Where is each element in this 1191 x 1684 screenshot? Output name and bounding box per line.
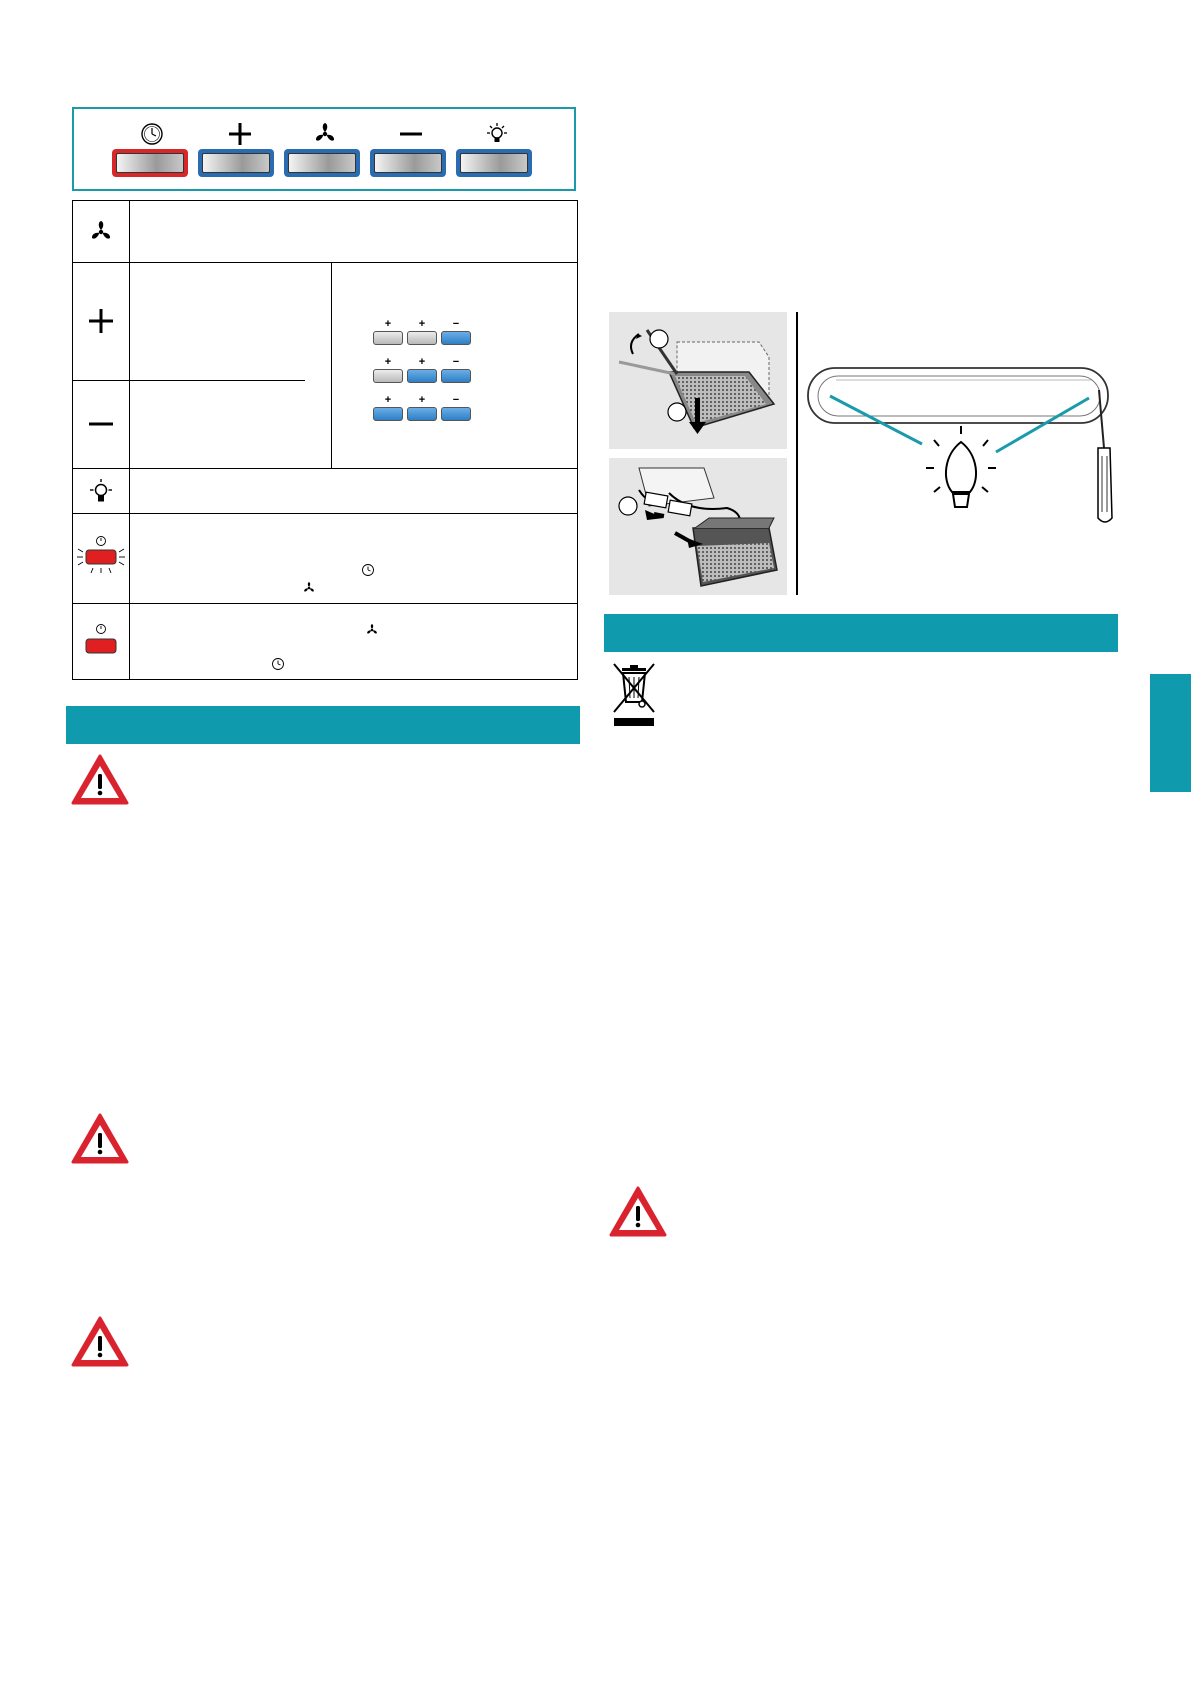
light-icon xyxy=(86,477,116,505)
speed-indicator-label: + xyxy=(418,394,426,406)
warning-triangle-icon xyxy=(70,1112,130,1166)
plus-icon xyxy=(225,121,255,147)
section-header-bar-left xyxy=(66,706,580,744)
table-row-fan xyxy=(73,201,129,262)
table-row-light xyxy=(73,468,129,513)
side-language-tab xyxy=(1150,674,1191,792)
speed-indicator-label: − xyxy=(452,356,460,368)
weee-crossed-bin-icon xyxy=(608,662,662,728)
warning-triangle-icon xyxy=(70,1315,130,1369)
timer-button-blinking-icon xyxy=(73,533,129,583)
filter-removal-illustration xyxy=(609,312,787,449)
timer-icon xyxy=(137,121,167,147)
speed-indicator-label: − xyxy=(452,394,460,406)
table-row-timer-blinking xyxy=(73,513,129,603)
fan-icon xyxy=(364,623,380,637)
speed-up-button[interactable] xyxy=(198,149,274,177)
section-header-bar-right xyxy=(604,614,1118,652)
speed-indicator-button-blue xyxy=(373,407,403,421)
control-panel xyxy=(72,107,576,191)
speed-indicator-button-blue xyxy=(441,407,471,421)
minus-icon xyxy=(396,121,426,147)
timer-icon xyxy=(361,563,375,577)
warning-triangle-icon xyxy=(608,1185,668,1239)
speed-down-button[interactable] xyxy=(370,149,446,177)
fan-icon xyxy=(86,219,116,245)
speed-level-indicator xyxy=(373,319,493,419)
timer-button-lit-icon xyxy=(73,619,129,663)
speed-indicator-button-blue xyxy=(407,407,437,421)
lamp-replacement-illustration xyxy=(806,360,1136,530)
fan-icon xyxy=(310,121,340,147)
timer-button[interactable] xyxy=(112,149,188,177)
table-row-plus xyxy=(73,262,129,380)
speed-indicator-button-blue xyxy=(441,369,471,383)
connector-detach-illustration xyxy=(609,458,787,595)
function-table xyxy=(72,200,578,680)
speed-indicator-button-blue xyxy=(441,331,471,345)
speed-indicator-button-blue xyxy=(407,369,437,383)
table-row-timer-lit xyxy=(73,603,129,679)
plus-icon xyxy=(86,306,116,336)
speed-indicator-label: + xyxy=(418,318,426,330)
speed-indicator-button-grey xyxy=(407,331,437,345)
speed-indicator-button-grey xyxy=(373,369,403,383)
warning-triangle-icon xyxy=(70,753,130,807)
step-2-badge xyxy=(668,403,686,421)
speed-indicator-label: + xyxy=(384,394,392,406)
step-3-badge xyxy=(619,497,637,515)
illustration-divider xyxy=(796,312,798,595)
speed-indicator-label: + xyxy=(418,356,426,368)
fan-icon xyxy=(301,581,317,595)
light-icon xyxy=(482,121,512,147)
speed-indicator-label: + xyxy=(384,356,392,368)
timer-icon xyxy=(271,657,285,671)
speed-indicator-label: − xyxy=(452,318,460,330)
speed-indicator-label: + xyxy=(384,318,392,330)
step-1-badge xyxy=(650,330,668,348)
light-button[interactable] xyxy=(456,149,532,177)
minus-icon xyxy=(86,409,116,439)
speed-indicator-button-grey xyxy=(373,331,403,345)
fan-button[interactable] xyxy=(284,149,360,177)
table-row-minus xyxy=(73,380,129,468)
